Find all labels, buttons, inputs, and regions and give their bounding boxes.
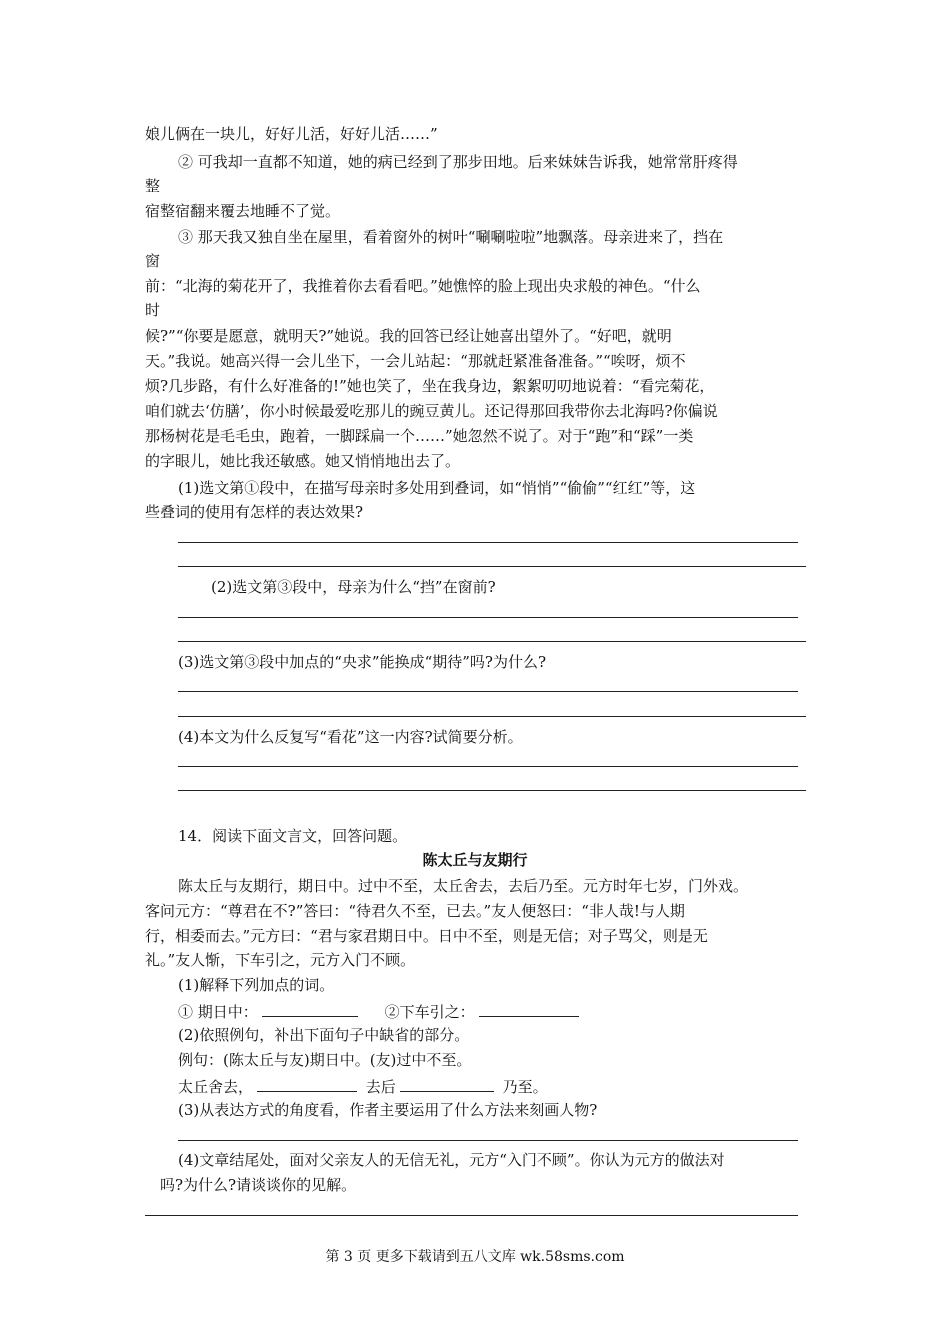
classical-text-line: 礼。”友人惭，下车引之，元方入门不顾。 — [145, 951, 416, 969]
fill-in-row — [178, 1075, 548, 1097]
answer-line[interactable] — [178, 1140, 798, 1141]
fill-in-row — [178, 1000, 583, 1022]
answer-line[interactable] — [178, 716, 806, 717]
answer-line[interactable] — [178, 542, 798, 543]
fill-in-label: ②下车引之： — [384, 1003, 475, 1021]
question-number: 14．阅读下面文言文，回答问题。 — [178, 827, 408, 845]
classical-text-line: 行，相委而去。”元方曰：“君与家君期日中。日中不至，则是无信；对子骂父，则是无 — [145, 927, 708, 945]
answer-line[interactable] — [145, 1215, 798, 1216]
fill-in-blank[interactable] — [479, 1000, 579, 1017]
question-text: (4)本文为什么反复写“看花”这一内容?试简要分析。 — [178, 728, 523, 746]
fill-in-label: ① 期日中： — [178, 1003, 258, 1021]
answer-line[interactable] — [178, 790, 806, 791]
text-title: 陈太丘与友期行 — [422, 851, 528, 869]
question-text: (1)选文第①段中，在描写母亲时多处用到叠词，如“悄悄”“偷偷”“红红”等，这 — [178, 479, 696, 497]
passage-line: 窗 — [145, 252, 161, 270]
question-text: 吗?为什么?请谈谈你的见解。 — [160, 1176, 357, 1194]
example-sentence: 例句：(陈太丘与友)期日中。(友)过中不至。 — [178, 1051, 472, 1069]
question-text: (4)文章结尾处，面对父亲友人的无信无礼，元方“入门不顾”。你认为元方的做法对 — [178, 1151, 725, 1169]
fill-in-label: 太丘舍去， — [178, 1078, 254, 1096]
passage-line: 的字眼儿，她比我还敏感。她又悄悄地出去了。 — [145, 452, 461, 470]
question-text: (2)依照例句，补出下面句子中缺省的部分。 — [178, 1026, 470, 1044]
passage-line: 前：“北海的菊花开了，我推着你去看看吧。”她憔悴的脸上现出央求般的神色。“什么 — [145, 277, 701, 295]
answer-line[interactable] — [178, 641, 806, 642]
passage-line: 宿整宿翻来覆去地睡不了觉。 — [145, 202, 341, 220]
question-text: (2)选文第③段中，母亲为什么“挡”在窗前? — [211, 578, 496, 596]
answer-line[interactable] — [178, 766, 798, 767]
fill-in-label: 乃至。 — [502, 1078, 548, 1096]
passage-line: 咱们就去‘仿膳’，你小时候最爱吃那儿的豌豆黄儿。还记得那回我带你去北海吗?你偏说 — [145, 402, 718, 420]
question-text: (1)解释下列加点的词。 — [178, 976, 335, 994]
question-text: 些叠词的使用有怎样的表达效果? — [145, 503, 364, 521]
fill-in-blank[interactable] — [400, 1075, 494, 1092]
passage-line: 整 — [145, 177, 161, 195]
classical-text-line: 客问元方：“尊君在不?”答曰：“待君久不至，已去。”友人便怒曰：“非人哉!与人期 — [145, 902, 685, 920]
page-footer: 第 3 页 更多下载请到五八文库 wk.58sms.com — [325, 1249, 625, 1265]
passage-line: ③ 那天我又独自坐在屋里，看着窗外的树叶“唰唰啦啦”地飘落。母亲进来了，挡在 — [178, 228, 724, 246]
passage-line: 候?”“你要是愿意，就明天?”她说。我的回答已经让她喜出望外了。“好吧，就明 — [145, 327, 672, 345]
passage-line: ② 可我却一直都不知道，她的病已经到了那步田地。后来妹妹告诉我，她常常肝疼得 — [178, 153, 738, 171]
fill-in-blank[interactable] — [262, 1000, 358, 1017]
passage-line: 天。”我说。她高兴得一会儿坐下，一会儿站起：“那就赶紧准备准备。”“唉呀，烦不 — [145, 352, 686, 370]
answer-line[interactable] — [178, 566, 806, 567]
classical-text-line: 陈太丘与友期行，期日中。过中不至，太丘舍去，去后乃至。元方时年七岁，门外戏。 — [178, 877, 749, 895]
passage-line: 娘儿俩在一块儿，好好儿活，好好儿活……” — [145, 125, 438, 143]
question-text: (3)选文第③段中加点的“央求”能换成“期待”吗?为什么? — [178, 653, 547, 671]
passage-line: 烦?几步路，有什么好准备的!”她也笑了，坐在我身边，絮絮叨叨地说着：“看完菊花， — [145, 377, 715, 395]
passage-line: 那杨树花是毛毛虫，跑着，一脚踩扁一个……”她忽然不说了。对于“跑”和“踩”一类 — [145, 427, 694, 445]
answer-line[interactable] — [178, 691, 798, 692]
fill-in-blank[interactable] — [257, 1075, 357, 1092]
answer-line[interactable] — [178, 617, 798, 618]
passage-line: 时 — [145, 301, 161, 319]
question-text: (3)从表达方式的角度看，作者主要运用了什么方法来刻画人物? — [178, 1101, 598, 1119]
fill-in-label: 去后 — [365, 1078, 396, 1096]
